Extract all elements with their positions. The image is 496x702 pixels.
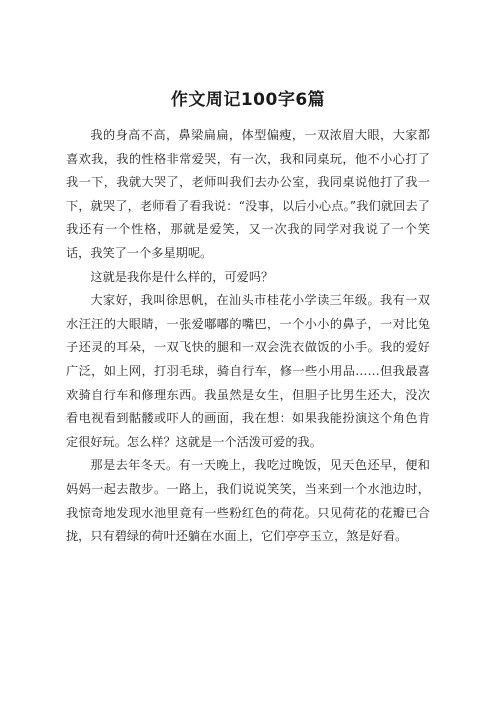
document-title: 作文周记100字6篇 [170,90,326,110]
paragraph-2: 这就是我你是什么样的，可爱吗？ [90,269,274,284]
paragraph-4: 那是去年冬天。有一天晚上，我吃过晚饭，见天色还早，便和妈妈一起去散步。一路上，我们说说笑笑，当来到一个水池边时，我惊奇地发现水池里竟有一些粉红色的荷花。只见荷花的花瓣已合拢，只有碧绿的荷叶还躺在水面上，它们亭亭玉立，煞是好看。 [66,458,430,544]
document-body [66,124,430,549]
paragraph-3: 大家好，我叫徐思帆，在汕头市桂花小学读三年级。我有一双水汪汪的大眼睛，一张爱嘟嘟的嘴巴，一个小小的鼻子，一对比兔子还灵的耳朵，一双飞快的腿和一双会洗衣做饭的小手。我的爱好广泛，如上网，打羽毛球，骑自行车，修一些小用品……但我最喜欢骑自行车和修理东西。我虽然是女生，但胆子比男生还大，没次看电视看到骷髅或吓人的画面，我在想：如果我能扮演这个角色肯定很好玩。怎么样？这就是一个活泼可爱的我。 [66,293,430,449]
paragraph-1: 我的身高不高，鼻梁扁扁，体型偏瘦，一双浓眉大眼，大家都喜欢我，我的性格非常爱哭，有一次，我和同桌玩，他不小心打了我一下，我就大哭了，老师叫我们去办公室，我同桌说他打了我一下，就哭了，老师看了看我说：“没事，以后小心点。”我们就回去了我还有一个性格，那就是爱笑，又一次我的同学对我说了一个笑话，我笑了一个多星期呢。 [66,128,430,260]
